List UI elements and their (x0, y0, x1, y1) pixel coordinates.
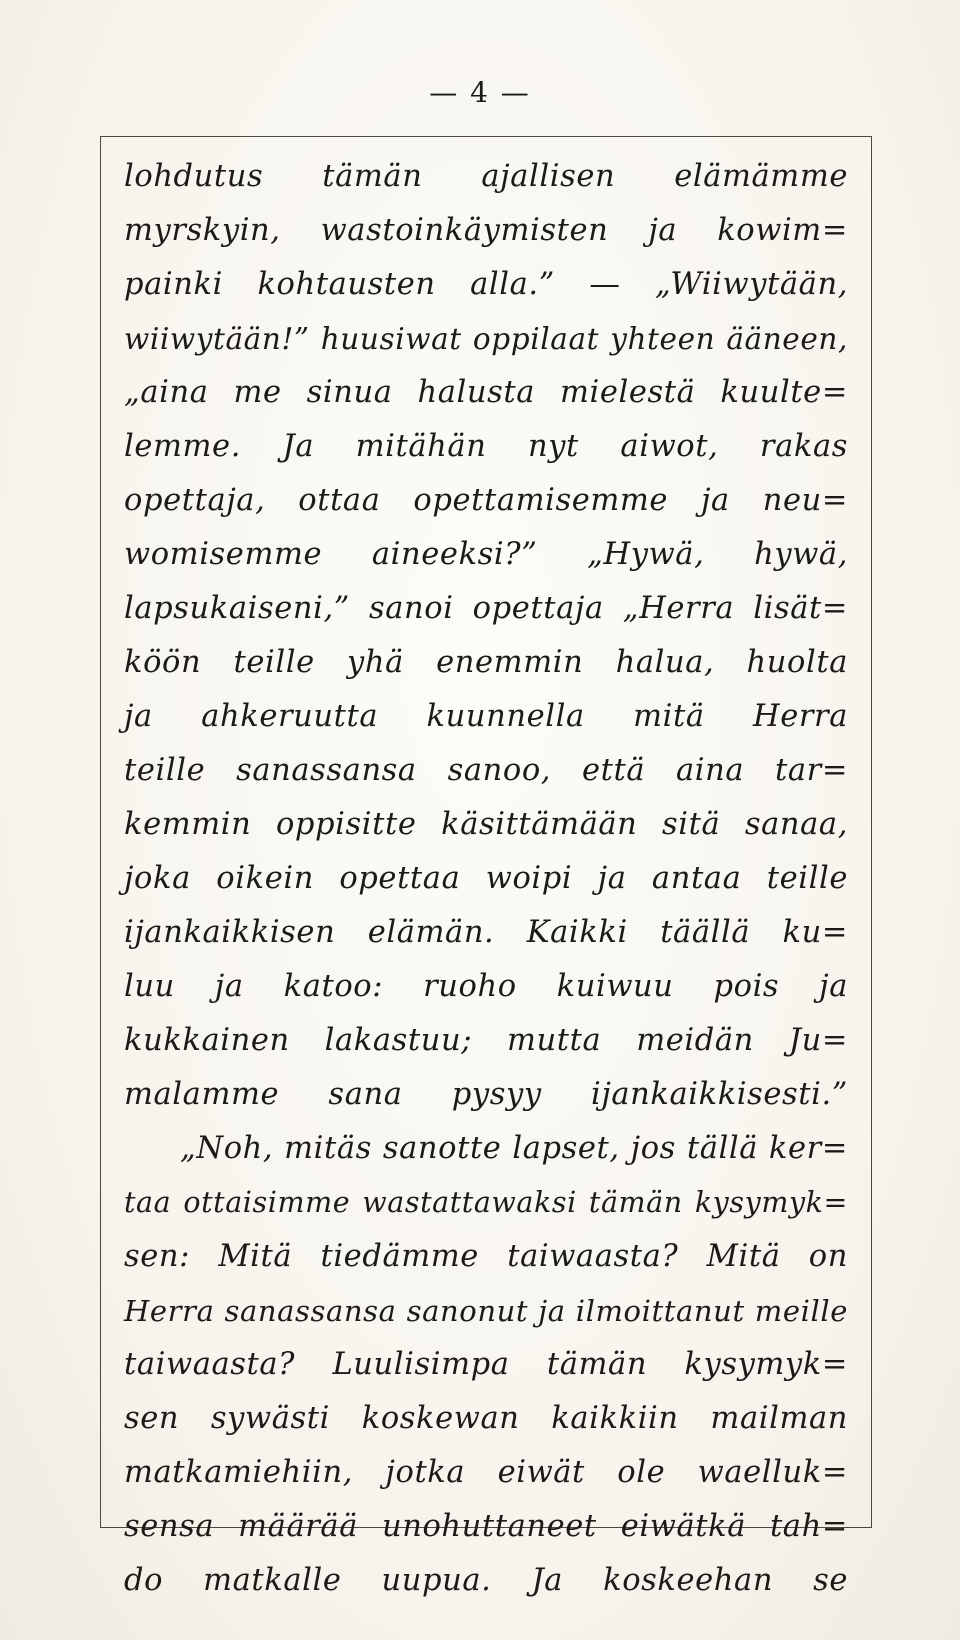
text-line: wiiwytään!” huusiwat oppilaat yhteen ääneen, (124, 322, 848, 356)
text-line: teille sanassansa sanoo, että aina tar= (124, 753, 848, 788)
text-line: Herra sanassansa sanonut ja ilmoittanut meille (124, 1294, 848, 1328)
text-line: lemme. Ja mitähän nyt aiwot, rakas (124, 429, 848, 464)
text-line: „aina me sinua halusta mielestä kuulte= (124, 375, 848, 410)
text-line: taa ottaisimme wastattawaksi tämän kysymyk= (124, 1186, 848, 1219)
text-line: sen sywästi koskewan kaikkiin mailman (124, 1401, 848, 1436)
text-line: „Noh, mitäs sanotte lapset, jos tällä ker= (180, 1131, 848, 1166)
text-line: painki kohtausten alla.” — „Wiiwytään, (124, 267, 848, 302)
text-line: sensa määrää unohuttaneet eiwätkä tah= (124, 1509, 848, 1544)
text-line: sen: Mitä tiedämme taiwaasta? Mitä on (124, 1239, 848, 1274)
text-line: malamme sana pysyy ijankaikkisesti.” (124, 1077, 848, 1112)
text-line: myrskyin, wastoinkäymisten ja kowim= (124, 213, 848, 248)
text-line: kukkainen lakastuu; mutta meidän Ju= (124, 1023, 848, 1058)
body-text (124, 150, 848, 1608)
text-line: ja ahkeruutta kuunnella mitä Herra (124, 699, 848, 734)
text-line: lohdutus tämän ajallisen elämämme (124, 159, 848, 194)
text-line: lapsukaiseni,” sanoi opettaja „Herra lisät= (124, 591, 848, 626)
page-number: — 4 — (429, 76, 531, 109)
text-line: womisemme aineeksi?” „Hywä, hywä, (124, 537, 848, 572)
text-line: ijankaikkisen elämän. Kaikki täällä ku= (124, 915, 848, 950)
text-line: köön teille yhä enemmin halua, huolta (124, 645, 848, 680)
text-line: do matkalle uupua. Ja koskeehan se (124, 1563, 848, 1598)
text-line: kemmin oppisitte käsittämään sitä sanaa, (124, 807, 848, 842)
text-line: luu ja katoo: ruoho kuiwuu pois ja (124, 969, 848, 1004)
text-line: opettaja, ottaa opettamisemme ja neu= (124, 483, 848, 518)
text-line: taiwaasta? Luulisimpa tämän kysymyk= (124, 1347, 848, 1382)
text-line: joka oikein opettaa woipi ja antaa teille (124, 861, 848, 896)
text-line: matkamiehiin, jotka eiwät ole waelluk= (124, 1455, 848, 1490)
